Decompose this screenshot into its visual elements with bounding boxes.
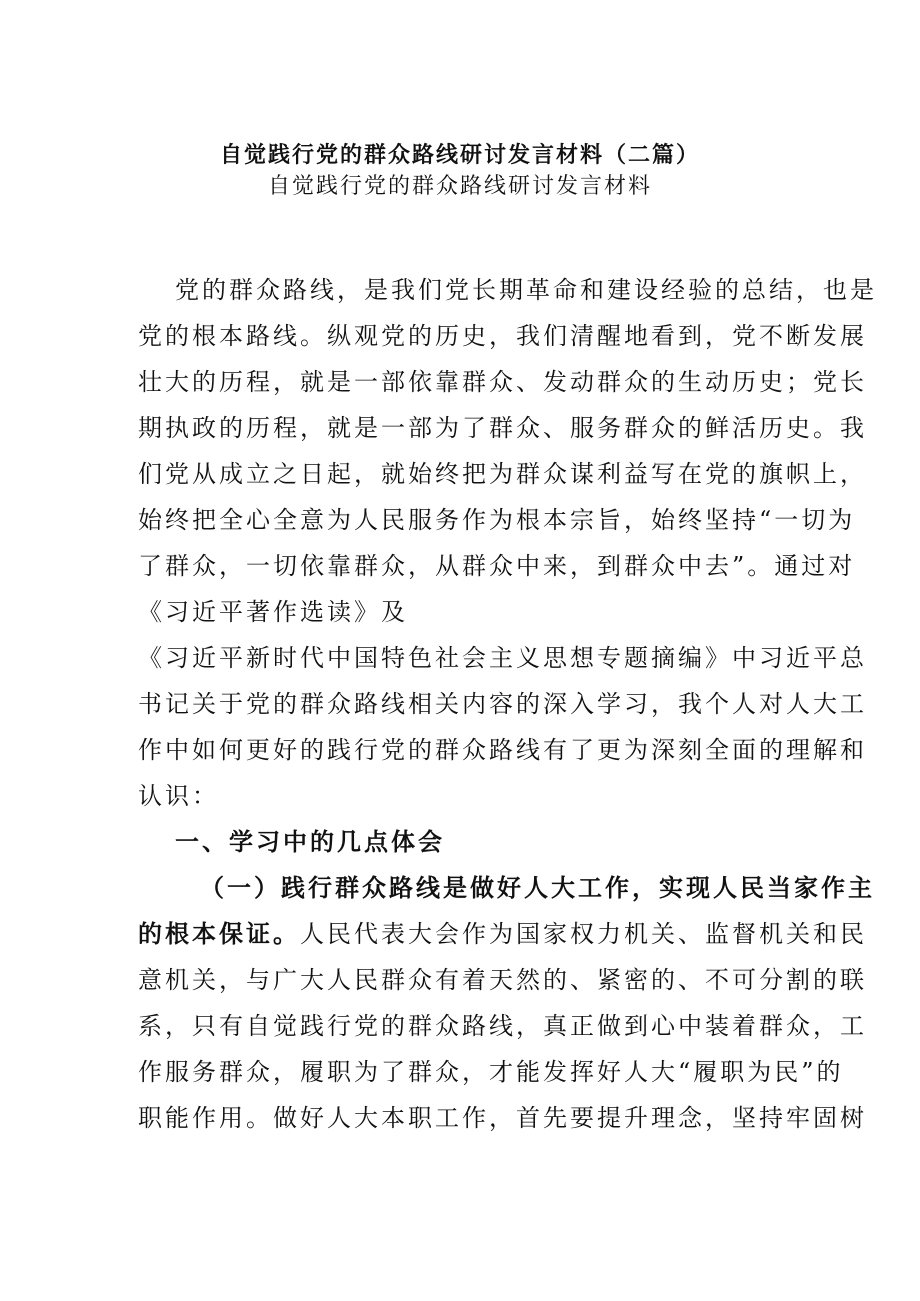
paragraph-line: 期执政的历程，就是一部为了群众、服务群众的鲜活历史。我 [138, 414, 867, 442]
subsection-heading: （一）践行群众路线是做好人大工作，实现人民当家作主 [200, 873, 875, 902]
paragraph-line: 意机关，与广大人民群众有着天然的、紧密的、不可分割的联 [138, 966, 867, 994]
subsection-text-start: 人民代表大会作为国家权力机关、监督机关和民 [300, 920, 867, 948]
paragraph-line: 书记关于党的群众路线相关内容的深入学习，我个人对人大工 [138, 690, 867, 718]
paragraph-line: 《习近平新时代中国特色社会主义思想专题摘编》中习近平总 [138, 644, 867, 672]
paragraph-line: 《习近平著作选读》及 [138, 598, 408, 626]
paragraph-line: 党的群众路线，是我们党长期革命和建设经验的总结，也是 [175, 276, 877, 304]
paragraph-line: 始终把全心全意为人民服务作为根本宗旨，始终坚持“一切为 [138, 506, 856, 534]
paragraph-line: 系，只有自觉践行党的群众路线，真正做到心中装着群众，工 [138, 1012, 867, 1040]
subsection-first-line [138, 916, 867, 952]
paragraph-line: 了群众，一切依靠群众，从群众中来，到群众中去”。通过对 [138, 552, 856, 580]
document-subtitle: 自觉践行党的群众路线研讨发言材料 [267, 174, 652, 199]
paragraph-line: 作中如何更好的践行党的群众路线有了更为深刻全面的理解和 [138, 736, 867, 764]
paragraph-line: 们党从成立之日起，就始终把为群众谋利益写在党的旗帜上， [138, 460, 867, 488]
subsection-heading-end: 的根本保证。 [138, 919, 300, 948]
section-heading: 一、学习中的几点体会 [175, 827, 445, 856]
document-title: 自觉践行党的群众路线研讨发言材料（二篇） [219, 142, 700, 168]
paragraph-line: 认识： [138, 782, 219, 810]
paragraph-line: 党的根本路线。纵观党的历史，我们清醒地看到，党不断发展 [138, 322, 867, 350]
paragraph-line: 职能作用。做好人大本职工作，首先要提升理念，坚持牢固树 [138, 1104, 867, 1132]
paragraph-line: 壮大的历程，就是一部依靠群众、发动群众的生动历史；党长 [138, 368, 867, 396]
paragraph-line: 作服务群众，履职为了群众，才能发挥好人大“履职为民”的 [138, 1058, 844, 1086]
